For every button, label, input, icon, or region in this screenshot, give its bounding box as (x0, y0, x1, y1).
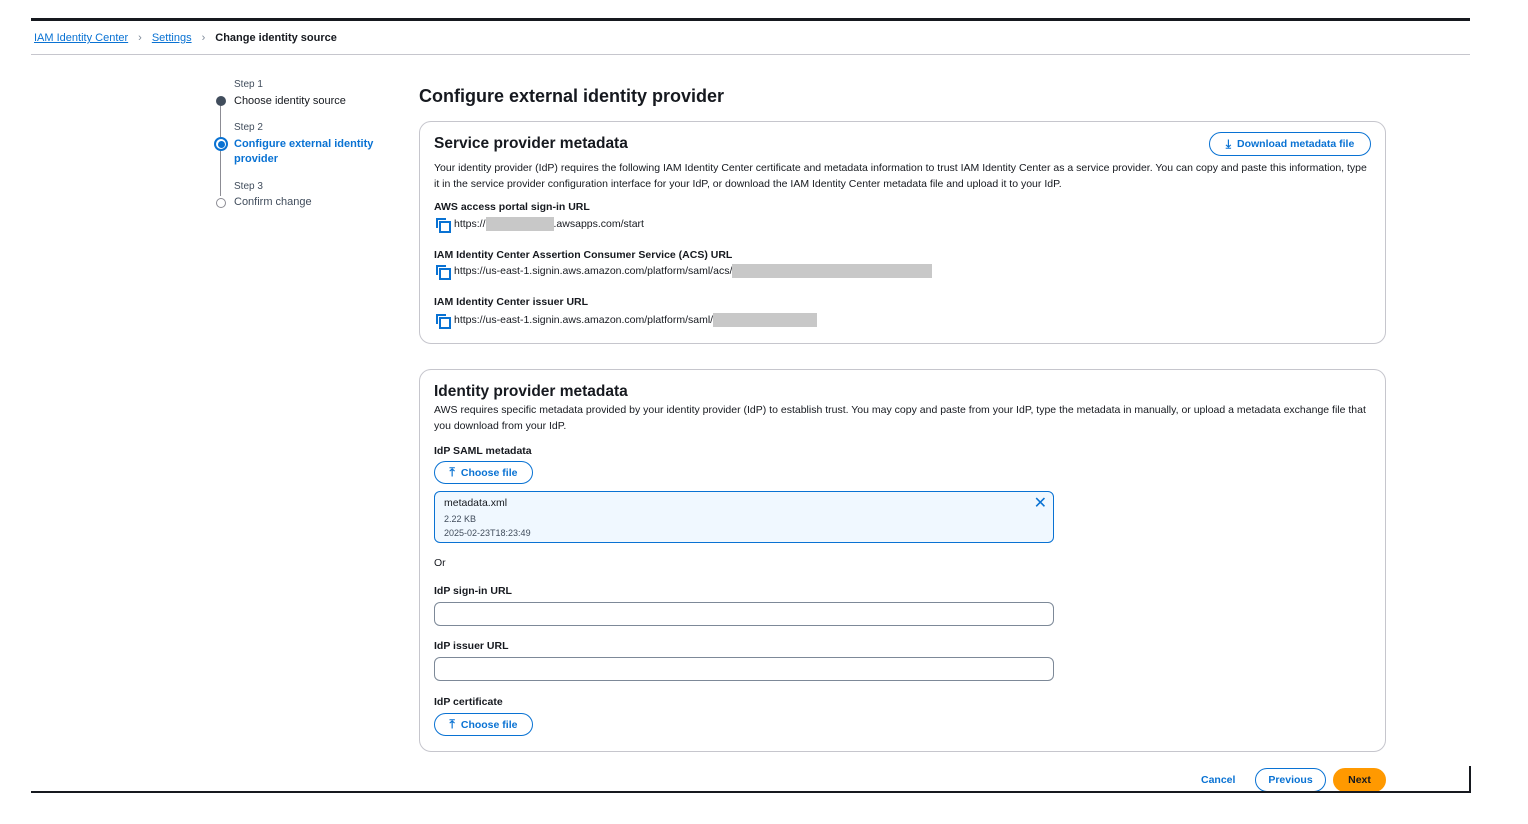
choose-saml-file-button[interactable] (434, 461, 533, 484)
step-pending-icon (216, 198, 226, 208)
choose-file-label: Choose file (460, 718, 518, 731)
step-3-title: Confirm change (234, 196, 312, 208)
portal-url-label: AWS access portal sign-in URL (434, 201, 590, 213)
right-border (1469, 766, 1471, 793)
upload-icon: ⤒ (449, 717, 455, 731)
breadcrumb-iam-identity-center[interactable]: IAM Identity Center (34, 32, 129, 44)
panel-title: Identity provider metadata (434, 383, 628, 400)
download-label: Download metadata file (1237, 138, 1355, 150)
issuer-url-value: https://us-east-1.signin.aws.amazon.com/platform/saml/ (454, 314, 714, 326)
acs-url-value: https://us-east-1.signin.aws.amazon.com/platform/saml/acs/ (454, 265, 733, 277)
saml-metadata-label: IdP SAML metadata (434, 445, 532, 457)
redacted (732, 264, 932, 278)
page-title: Configure external identity provider (419, 86, 725, 106)
step-3-label: Step 3 (234, 181, 263, 192)
choose-file-label: Choose file (460, 466, 518, 479)
copy-icon[interactable] (436, 218, 448, 230)
copy-icon[interactable] (436, 314, 448, 326)
panel-description: AWS requires specific metadata provided by your identity provider (IdP) to establish trust. You may copy and paste from your IdP, type the metadata in manually, or upload a metadata exchange file that you download from your IdP. (434, 404, 1366, 432)
copy-icon[interactable] (436, 265, 448, 277)
or-separator: Or (434, 557, 446, 569)
top-border (31, 18, 1470, 21)
redacted (486, 217, 554, 231)
selected-file-token (434, 491, 1054, 543)
breadcrumb (34, 32, 337, 44)
breadcrumb-current: Change identity source (215, 32, 337, 44)
step-1-title[interactable]: Choose identity source (234, 95, 346, 107)
choose-certificate-file-button[interactable] (434, 713, 533, 736)
step-2-title: Configure external identity provider (234, 138, 374, 165)
panel-description: Your identity provider (IdP) requires the following IAM Identity Center certificate and metadata information to trust IAM Identity Center as a service provider. You can copy and paste this information, type it in the service provider configuration interface for your IdP, or download the IAM Identity Center metadata file and upload it to your IdP. (434, 162, 1367, 190)
chevron-right-icon: › (138, 32, 142, 44)
remove-file-icon[interactable]: ✕ (1033, 495, 1047, 512)
cancel-button[interactable]: Cancel (1201, 774, 1236, 786)
issuer-url-label: IdP issuer URL (434, 640, 509, 652)
redacted (713, 313, 817, 327)
service-provider-metadata-panel (419, 121, 1386, 344)
issuer-url (436, 313, 817, 327)
step-complete-icon (216, 96, 226, 106)
next-button[interactable]: Next (1333, 768, 1386, 792)
step-current-icon (214, 137, 228, 151)
file-name: metadata.xml (444, 497, 508, 509)
certificate-label: IdP certificate (434, 696, 503, 708)
bottom-border (31, 791, 1471, 793)
download-icon: ⤓ (1225, 136, 1232, 151)
issuer-url-label: IAM Identity Center issuer URL (434, 296, 589, 308)
previous-button[interactable]: Previous (1255, 768, 1326, 792)
signin-url-label: IdP sign-in URL (434, 585, 512, 597)
divider (31, 54, 1470, 55)
step-1-label: Step 1 (234, 79, 263, 90)
step-2-label: Step 2 (234, 122, 263, 133)
portal-url (436, 217, 644, 231)
panel-title: Service provider metadata (434, 135, 628, 152)
acs-url (436, 264, 932, 278)
breadcrumb-settings[interactable]: Settings (151, 32, 192, 44)
identity-provider-metadata-panel (419, 369, 1386, 752)
file-size: 2.22 KB (444, 514, 477, 524)
portal-url-prefix: https:// (454, 218, 486, 230)
chevron-right-icon: › (201, 32, 206, 44)
portal-url-suffix: .awsapps.com/start (553, 218, 644, 230)
acs-url-label: IAM Identity Center Assertion Consumer Service (ACS) URL (434, 249, 733, 261)
upload-icon: ⤒ (449, 465, 455, 479)
idp-issuer-url-input[interactable] (434, 657, 1054, 681)
idp-signin-url-input[interactable] (434, 602, 1054, 626)
file-modified: 2025-02-23T18:23:49 (444, 528, 531, 538)
download-metadata-button[interactable] (1209, 132, 1371, 156)
